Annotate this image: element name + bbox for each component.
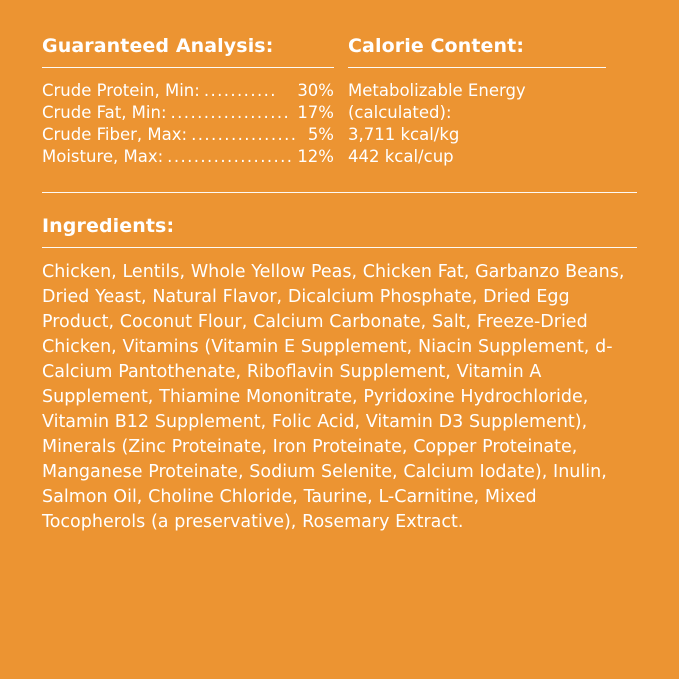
ga-value: 12%	[297, 146, 334, 166]
calorie-line-2: (calculated):	[348, 102, 452, 122]
ingredients-text: Chicken, Lentils, Whole Yellow Peas, Chicken Fat, Garbanzo Beans, Dried Yeast, Natural Flavor, Dicalcium Phosphate, Dried Egg Product, Coconut Flour, Calcium Carbonate, Salt, Freeze-Dried Chicken, Vitamins (Vitamin E Supplement, Niacin Supplement, d-Calcium Pantothenate, Riboflavin Supplement, Vitamin A Supplement, Thiamine Mononitrate, Pyridoxine Hydrochloride, Vitamin B12 Supplement, Folic Acid, Vitamin D3 Supplement), Minerals (Zinc Proteinate, Iron Proteinate, Copper Proteinate, Manganese Proteinate, Sodium Selenite, Calcium Iodate), Inulin, Salmon Oil, Choline Chloride, Taurine, L-Carnitine, Mixed Tocopherols (a preservative), Rosemary Extract.	[42, 261, 625, 532]
ga-label: Crude Fiber, Max:	[42, 124, 188, 144]
ingredients-divider	[42, 247, 637, 248]
calorie-content-section	[342, 36, 637, 168]
calorie-content-divider	[348, 67, 606, 68]
ga-label: Crude Protein, Min:	[42, 80, 200, 100]
ga-dots: ...........	[203, 80, 277, 100]
section-separator	[42, 192, 637, 193]
guaranteed-analysis-section	[42, 36, 342, 168]
calorie-line-4: 442 kcal/cup	[348, 146, 454, 166]
list-item	[42, 80, 334, 102]
ga-dots: ...................	[167, 146, 294, 166]
list-item	[42, 124, 334, 146]
ga-value: 30%	[297, 80, 334, 100]
calorie-content-title: Calorie Content:	[348, 35, 525, 57]
ga-label: Moisture, Max:	[42, 146, 164, 166]
guaranteed-analysis-list	[42, 80, 334, 168]
calorie-line-3: 3,711 kcal/kg	[348, 124, 460, 144]
ingredients-section	[42, 216, 637, 535]
calorie-line-1: Metabolizable Energy	[348, 80, 526, 100]
ga-dots: ................	[191, 124, 298, 144]
top-sections	[42, 36, 637, 168]
ga-label: Crude Fat, Min:	[42, 102, 167, 122]
ingredients-title: Ingredients:	[42, 214, 175, 237]
guaranteed-analysis-divider	[42, 67, 334, 68]
ga-value: 17%	[297, 102, 334, 122]
list-item	[42, 102, 334, 124]
guaranteed-analysis-title: Guaranteed Analysis:	[42, 35, 274, 57]
ga-dots: ..................	[170, 102, 291, 122]
list-item	[42, 146, 334, 168]
ga-value: 5%	[307, 124, 334, 144]
calorie-content-body	[348, 80, 637, 168]
